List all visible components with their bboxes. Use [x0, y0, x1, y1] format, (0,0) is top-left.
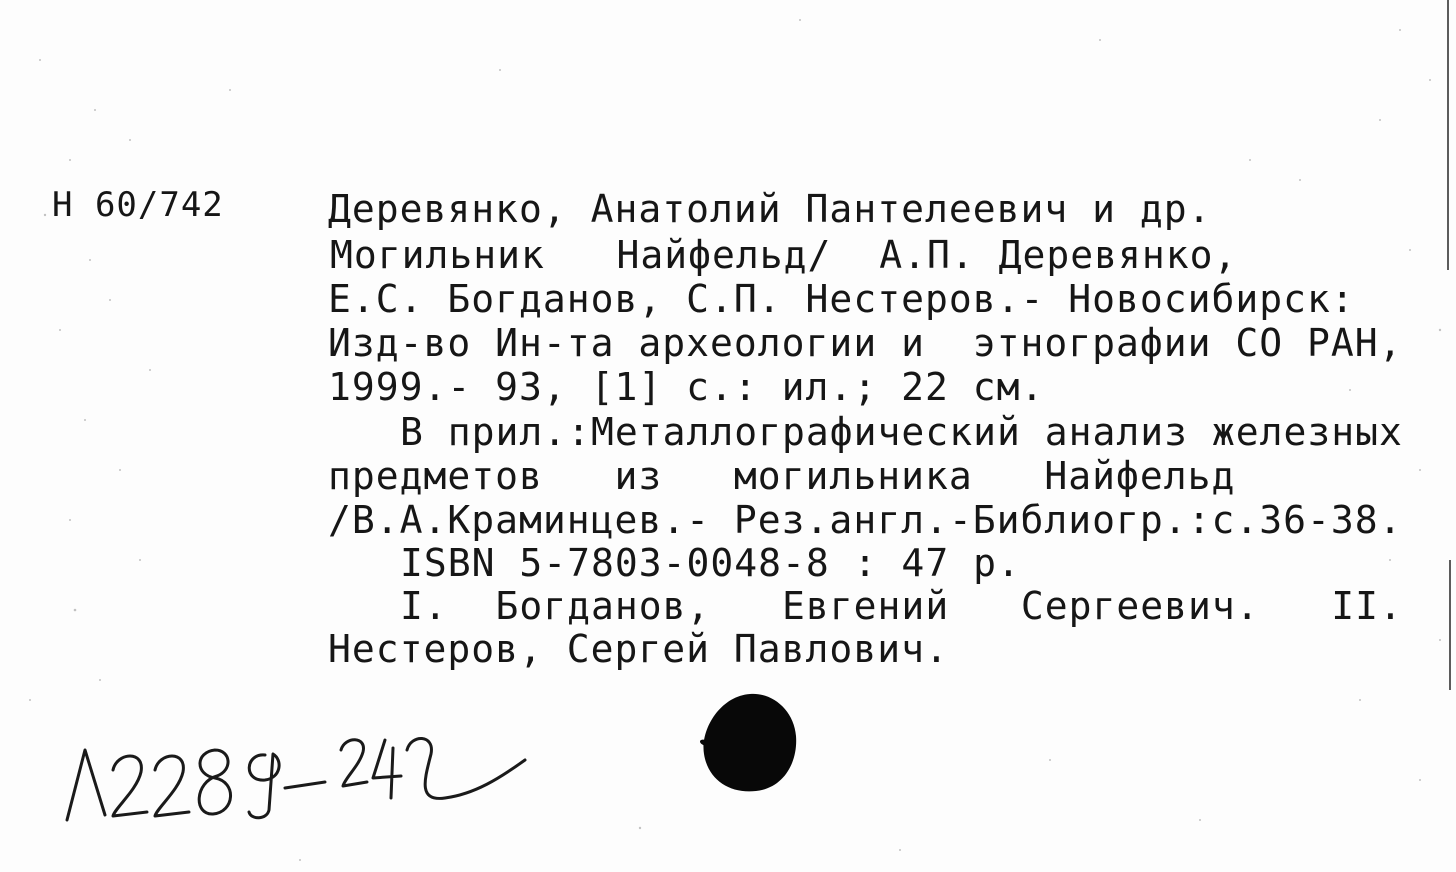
card-line-appendix-cont: предметов из могильника Найфельд: [328, 454, 1236, 498]
ink-blot: [700, 690, 800, 795]
card-line-year-pages: 1999.- 93, [1] с.: ил.; 22 см.: [328, 365, 1045, 409]
card-line-title: Могильник Найфельд/ А.П. Деревянко,: [330, 233, 1238, 277]
card-line-publisher: Изд-во Ин-та археологии и этнографии СО РАН,: [328, 321, 1403, 365]
card-line-authors-place: Е.С. Богданов, С.П. Нестеров.- Новосибирск:: [328, 277, 1355, 321]
card-line-coauthors: I. Богданов, Евгений Сергеевич. II.: [400, 584, 1403, 628]
card-line-author: Деревянко, Анатолий Пантелеевич и др.: [328, 187, 1212, 231]
card-line-coauthors-cont: Нестеров, Сергей Павлович.: [328, 627, 949, 671]
card-line-author-biblio: /В.А.Краминцев.- Рез.англ.-Библиогр.:с.36-38.: [328, 498, 1403, 542]
card-line-isbn: ISBN 5-7803-0048-8 : 47 р.: [400, 541, 1021, 585]
shelf-mark: Н 60/742: [52, 185, 224, 225]
handwritten-inventory-number: [55, 720, 555, 830]
card-line-appendix: В прил.:Металлографический анализ железных: [400, 410, 1403, 454]
